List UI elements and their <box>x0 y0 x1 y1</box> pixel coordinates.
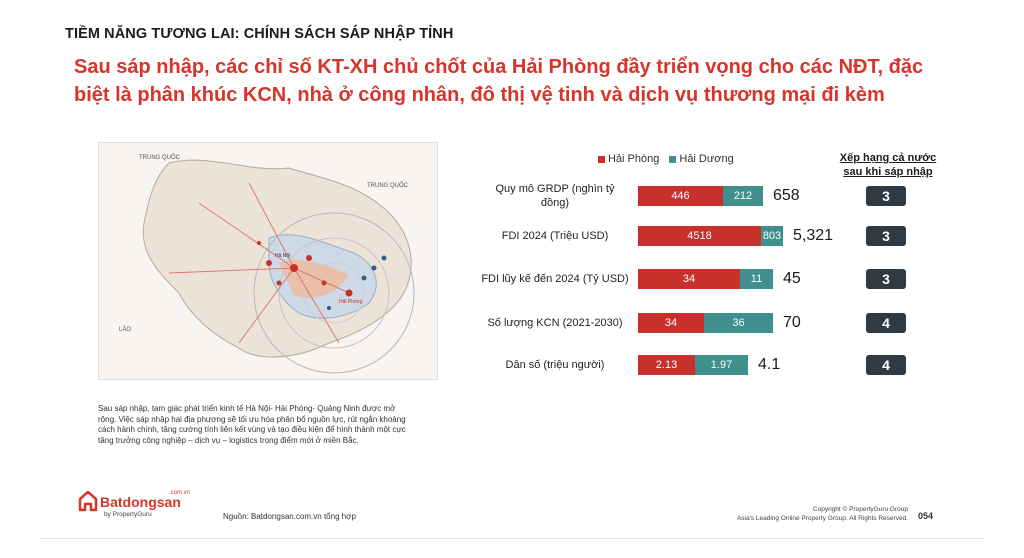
category-label: Số lượng KCN (2021-2030) <box>487 317 623 329</box>
map-caption: Sau sáp nhập, tam giác phát triển kinh tế Hà Nội- Hải Phòng- Quảng Ninh được mở rộng. Việc sáp nhập hai địa phương sẽ tối ưu hóa phân bổ nguồn lực, rút ngắn khoảng cách hành chính, tăng cường tính liên kết vùng và tạo điều kiện để hình thành một cực tăng trưởng công nghiệp – dịch vụ – logistics trọng điểm mới ở miền Bắc. <box>98 404 406 445</box>
logo-subtitle: by PropertyGuru <box>104 511 152 518</box>
category-label: Quy mô GRDP (nghìn tỷ đồng) <box>495 183 615 209</box>
slide-headline: Sau sáp nhập, các chỉ số KT-XH chủ chốt của Hải Phòng đầy triển vọng cho các NĐT, đặc biệt là phân khúc KCN, nhà ở công nhân, đô thị vệ tinh và dịch vụ thương mại đi kèm <box>74 56 924 106</box>
rank-badge: 4 <box>866 355 906 375</box>
total-value: 4.1 <box>758 356 781 373</box>
bar-value-label: 803 <box>762 230 782 242</box>
bar-segment-hai-phong <box>638 186 723 206</box>
bar-segment-hai-phong <box>638 313 704 333</box>
legend-swatch-hai-duong <box>669 156 676 163</box>
bar-value-label: 11 <box>750 273 763 285</box>
category-label: FDI lũy kế đến 2024 (Tỷ USD) <box>481 273 629 285</box>
copyright <box>640 505 908 523</box>
region-map <box>98 142 438 380</box>
legend-swatch-hai-phong <box>598 156 605 163</box>
rank-badge: 3 <box>866 269 906 289</box>
total-value: 5,321 <box>793 227 834 244</box>
bar-segment-hai-phong <box>638 226 761 246</box>
total-value: 70 <box>783 314 801 331</box>
chart-legend <box>598 153 734 165</box>
map-label-lao: LÀO <box>119 327 132 333</box>
bar-value-label: 4518 <box>687 230 712 242</box>
bar-value-label: 34 <box>664 317 678 329</box>
bar-value-label: 1.97 <box>710 359 733 371</box>
bar-segment-hai-duong <box>704 313 773 333</box>
total-value: 45 <box>783 270 801 287</box>
category-label: FDI 2024 (Triệu USD) <box>501 230 609 242</box>
bar-segment-hai-phong <box>638 355 695 375</box>
map-label-hai-phong: Hải Phòng <box>339 299 363 305</box>
bar-value-label: 36 <box>732 317 745 329</box>
rank-badge: 4 <box>866 313 906 333</box>
bar-segment-hai-duong <box>761 226 783 246</box>
legend-label-hai-duong: Hải Dương <box>679 153 734 165</box>
copyright-line-2: Asia's Leading Online Property Group. All Rights Reserved. <box>736 515 908 522</box>
legend-item-hai-phong <box>598 153 659 165</box>
legend-label-hai-phong: Hải Phòng <box>608 153 660 165</box>
page-number: 054 <box>918 511 934 521</box>
map-label-ha-noi: Hà Nội <box>275 253 291 259</box>
bar-segment-hai-duong <box>723 186 763 206</box>
region-map-graphic <box>99 143 437 379</box>
bar-value-label: 212 <box>733 190 753 202</box>
copyright-line-1: Copyright © PropertyGuru Group <box>812 506 908 513</box>
rank-badge: 3 <box>866 226 906 246</box>
rank-header: Xếp hạng cả nước sau khi sáp nhập <box>839 152 937 178</box>
footer-rule <box>40 538 984 539</box>
legend-item-hai-duong <box>669 153 733 165</box>
brand-logo <box>78 490 191 519</box>
map-label-trung-quoc-1: TRUNG QUỐC <box>139 155 180 161</box>
bar-value-label: 34 <box>682 273 696 285</box>
total-value: 658 <box>773 187 800 204</box>
logo-domain: .com.vn <box>169 490 191 496</box>
source-note: Nguồn: Batdongsan.com.vn tổng hợp <box>223 512 356 521</box>
map-label-trung-quoc-2: TRUNG QUỐC <box>367 183 408 189</box>
bar-value-label: 2.13 <box>655 359 678 371</box>
bar-value-label: 446 <box>671 190 690 202</box>
bar-segment-hai-duong <box>740 269 773 289</box>
logo-name: Batdongsan <box>100 494 181 510</box>
bar-segment-hai-phong <box>638 269 740 289</box>
rank-badge: 3 <box>866 186 906 206</box>
bar-segment-hai-duong <box>695 355 748 375</box>
slide-title: TIỀM NĂNG TƯƠNG LAI: CHÍNH SÁCH SÁP NHẬP TỈNH <box>65 26 454 42</box>
category-label: Dân số (triệu người) <box>505 359 605 371</box>
house-logo-icon <box>78 490 98 514</box>
